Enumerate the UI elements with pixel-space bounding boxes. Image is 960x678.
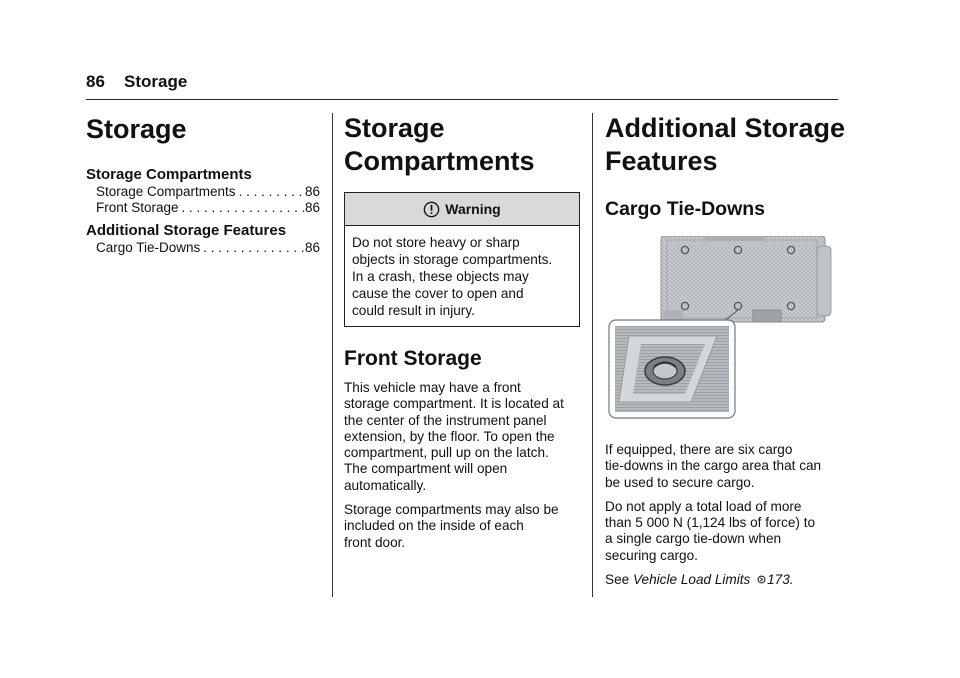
section-title — [344, 112, 580, 178]
page-number: 86 — [86, 72, 105, 91]
cargo-area-diagram — [605, 236, 845, 420]
warning-line: Do not store heavy or sharp — [352, 235, 520, 250]
text-line: the center of the instrument panel — [344, 412, 547, 428]
section-title-line: Storage — [344, 113, 445, 143]
text-line: included on the inside of each — [344, 518, 524, 534]
text-line: Storage compartments may also be — [344, 502, 559, 518]
text-line: compartment, pull up on the latch. — [344, 445, 549, 461]
section-title — [605, 112, 845, 178]
text-line: front door. — [344, 534, 406, 550]
vehicle-load-limits-link[interactable]: Vehicle Load Limits — [632, 572, 751, 588]
text-line: The compartment will open — [344, 461, 508, 477]
text-line: securing cargo. — [605, 547, 698, 563]
toc-leader — [179, 200, 305, 216]
warning-line: objects in storage compartments. — [352, 252, 553, 267]
text-line: be used to secure cargo. — [605, 474, 755, 490]
header-section: Storage — [124, 72, 188, 91]
warning-label: Warning — [445, 201, 501, 217]
toc-entry-page: 86 — [304, 240, 320, 255]
text-line: extension, by the floor. To open the — [344, 428, 555, 444]
paragraph — [344, 380, 580, 494]
additional-storage-column — [605, 108, 845, 596]
warning-line: could result in injury. — [352, 303, 475, 318]
warning-box — [344, 192, 580, 327]
toc-entry[interactable] — [86, 200, 320, 216]
toc-column — [86, 108, 320, 256]
header-rule — [86, 99, 838, 100]
text-line: Do not apply a total load of more — [605, 498, 802, 514]
page-header — [86, 72, 187, 92]
paragraph — [605, 499, 845, 564]
section-title-line: Compartments — [344, 146, 535, 176]
page-reference-icon — [757, 575, 766, 584]
toc-entry[interactable] — [86, 240, 320, 256]
text-line: automatically. — [344, 477, 427, 493]
warning-header — [345, 193, 579, 226]
toc-entry-label: Front Storage — [96, 200, 179, 215]
toc-heading[interactable]: Storage Compartments — [86, 166, 252, 183]
cargo-tie-down-illustration — [605, 236, 845, 420]
text-line: This vehicle may have a front — [344, 380, 521, 395]
see-prefix: See — [605, 572, 633, 588]
toc-leader — [200, 240, 305, 256]
chapter-title: Storage — [86, 114, 187, 144]
warning-line: cause the cover to open and — [352, 286, 524, 301]
warning-text — [345, 226, 579, 326]
storage-compartments-column — [344, 108, 580, 559]
section-title-line: Additional Storage — [605, 113, 846, 143]
text-line: tie-downs in the cargo area that can — [605, 458, 822, 474]
toc-entry-label: Storage Compartments — [96, 184, 236, 199]
toc-entry-label: Cargo Tie-Downs — [96, 240, 201, 255]
paragraph — [344, 502, 580, 551]
see-reference — [605, 572, 845, 588]
text-line: a single cargo tie-down when — [605, 531, 782, 547]
toc-entry-page: 86 — [304, 184, 320, 199]
reference-page[interactable]: 173. — [767, 572, 794, 588]
front-storage-title: Front Storage — [344, 347, 482, 370]
warning-icon — [423, 201, 440, 218]
cargo-tie-downs-title: Cargo Tie-Downs — [605, 198, 765, 220]
column-divider — [592, 113, 593, 597]
toc-heading[interactable]: Additional Storage Features — [86, 222, 287, 239]
warning-line: In a crash, these objects may — [352, 269, 529, 284]
text-line: If equipped, there are six cargo — [605, 442, 793, 457]
toc-entry-page: 86 — [304, 200, 320, 215]
toc-entry[interactable] — [86, 184, 320, 200]
section-title-line: Features — [605, 146, 718, 176]
text-line: storage compartment. It is located at — [344, 396, 564, 412]
text-line: than 5 000 N (1,124 lbs of force) to — [605, 515, 816, 531]
column-divider — [332, 113, 333, 597]
toc-leader — [236, 184, 305, 200]
paragraph — [605, 442, 845, 491]
